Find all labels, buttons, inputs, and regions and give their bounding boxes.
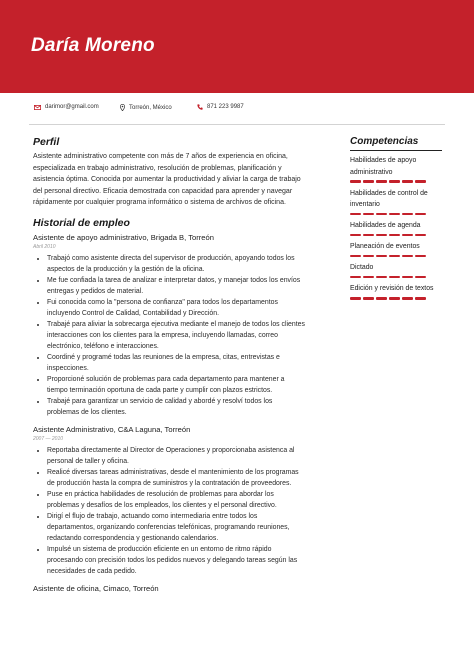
phone-icon	[197, 104, 203, 110]
job-bullets	[33, 445, 305, 577]
skill-item	[350, 283, 442, 299]
skill-label: Habilidades de agenda	[350, 222, 421, 230]
history-heading: Historial de empleo	[33, 216, 130, 229]
phone-text: 871 223 9987	[207, 104, 244, 110]
skill-item	[350, 155, 442, 183]
job-title: Asistente de apoyo administrativo, Brigada B, Torreón	[33, 232, 214, 242]
skill-level-bar	[350, 276, 442, 279]
job-entry	[33, 425, 305, 577]
job-bullet: • Fui conocida como la "persona de confianza" para todos los departamentos incluyendo Control de Calidad, Contabilidad y Dirección.	[47, 297, 305, 319]
job-bullet: • Proporcioné solución de problemas para cada departamento para mantener a tiempo terminación oportuna de cada parte y cumplir con plazos estrictos.	[47, 374, 305, 396]
job-bullet: • Me fue confiada la tarea de analizar e interpretar datos, y manejar todos los envíos entregas y pedidos de material.	[47, 275, 305, 297]
job-bullet: • Coordiné y programé todas las reuniones de la empresa, citas, entrevistas e inspecciones.	[47, 352, 305, 374]
skill-label: Habilidades de apoyo administrativo	[350, 157, 417, 176]
skill-label: Planeación de eventos	[350, 243, 420, 251]
skill-item	[350, 241, 442, 257]
job-bullet: • Puse en práctica habilidades de resolución de problemas para abordar los problemas y desafíos de los empleados, los clientes y el personal directivo.	[47, 489, 305, 511]
contact-email[interactable]	[34, 104, 99, 110]
employment-history	[33, 217, 305, 593]
contact-phone[interactable]	[197, 104, 244, 110]
profile-heading: Perfil	[33, 136, 60, 148]
main-column	[33, 136, 305, 593]
job-title: Asistente de oficina, Cimaco, Torreón	[33, 583, 159, 593]
skill-level-bar	[350, 297, 442, 300]
skills-divider	[350, 150, 442, 151]
skill-level-bar	[350, 234, 442, 237]
skill-label: Edición y revisión de textos	[350, 285, 434, 293]
mail-icon	[34, 105, 41, 110]
job-bullet: • Trabajó como asistente directa del supervisor de producción, apoyando todos los aspectos de la producción y la gestión de la oficina.	[47, 253, 305, 275]
skill-item	[350, 262, 442, 278]
job-bullet: • Trabajé para aliviar la sobrecarga ejecutiva mediante el manejo de todos los clientes interacciones con los clientes para la empresa, incluyendo llamadas, correo electrónico, teléfono e interacciones.	[47, 319, 305, 352]
job-bullet: • Dirigí el flujo de trabajo, actuando como intermediaria entre todos los departamentos, organizando conferencias telefónicas, programando reuniones, redactando correspondencia y gestionando calendarios.	[47, 511, 305, 544]
email-text: darimor@gmail.com	[45, 104, 99, 110]
job-bullet: • Realicé diversas tareas administrativas, desde el mantenimiento de los programas de producción hasta la compra de suministros y la contratación de proveedores.	[47, 467, 305, 489]
job-bullet: • Trabajé para garantizar un servicio de calidad y abordé y resolví todos los problemas de los clientes.	[47, 396, 305, 418]
contact-bar	[0, 102, 474, 116]
skills-heading: Competencias	[350, 136, 419, 147]
header-banner	[0, 0, 474, 93]
job-date: 2007 — 2010	[33, 435, 64, 442]
profile-text: Asistente administrativo competente con más de 7 años de experiencia en oficina, especializada en trabajo administrativo, resolución de problemas, planificación y asistencia óptima. Conocida por aumentar la productividad y aliviar la carga de trabajo del personal directivo. Eficacia demostrada con capacidad para aprender y navegar rápidamente por cualquier programa informático o sistema de archivos de oficina.	[33, 153, 301, 206]
skill-label: Dictado	[350, 264, 374, 272]
skill-label: Habilidades de control de inventario	[350, 189, 428, 209]
job-bullets	[33, 253, 305, 418]
skills-column	[350, 136, 442, 305]
skill-item	[350, 188, 442, 216]
skill-level-bar	[350, 213, 442, 216]
job-bullet: • Impulsé un sistema de producción eficiente en un entorno de ritmo rápido procesando con precisión todos los pedidos nuevos y delegando tareas según las necesidades de cada pedido.	[47, 544, 305, 577]
contact-location	[120, 104, 172, 111]
skill-level-bar	[350, 255, 442, 258]
job-entry	[33, 584, 305, 593]
location-text: Torreón, México	[129, 104, 172, 111]
job-bullet: • Reportaba directamente al Director de Operaciones y proporcionaba asistenca al personal de taller y oficina.	[47, 445, 305, 467]
job-date: Abril 2010	[33, 243, 56, 250]
skill-item	[350, 220, 442, 236]
job-title: Asistente Administrativo, C&A Laguna, Torreón	[33, 424, 191, 434]
job-entry	[33, 233, 305, 418]
location-pin-icon	[120, 104, 125, 111]
divider	[29, 124, 445, 125]
candidate-name: Daría Moreno	[31, 35, 155, 56]
skill-level-bar	[350, 180, 442, 183]
